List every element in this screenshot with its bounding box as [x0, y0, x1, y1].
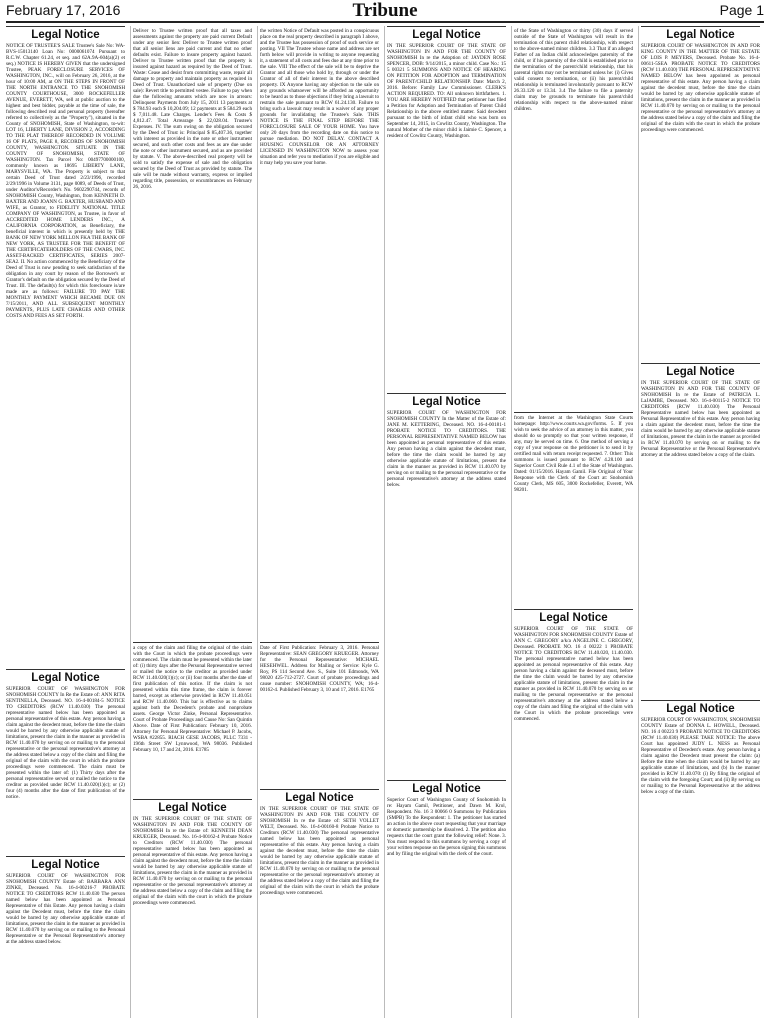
legal-notice: [387, 393, 506, 776]
legal-notice: [514, 26, 633, 408]
notice-heading: Legal Notice: [158, 802, 227, 814]
notice-body: SUPERIOR COURT OF WASHINGTON, SNOHOMISH COUNTY Estate of DONNA L. HOWELL, Deceased. NO. 16 4 00223 9 PROBATE NOTICE TO CREDITORS (RCW 11.40.030) PLEASE TAKE NOTICE: The above Court has appointed JUDY L. NESS as Personal Representative of Decedent's estate. Any person having a claim against the Decedent must present the claim: (a) Before the time when the claim would be barred by any applicable statute of limitations, and (b) In the manner provided in RCW 11.40.070: (i) By filing the original of the claim with the foregoing Court; and (ii) By serving on or mailing to the Personal Representative at the address below a copy of the claim.: [641, 717, 760, 795]
column-1: [6, 26, 125, 1018]
legal-notice: [514, 609, 633, 1018]
header-rule: [6, 21, 764, 23]
legal-notice: [260, 789, 379, 1018]
notice-heading: Legal Notice: [666, 703, 735, 715]
notice-heading: Legal Notice: [31, 859, 100, 871]
notice-body: IN THE SUPERIOR COURT OF THE STATE OF WASHINGTON IN AND FOR THE COUNTY OF SNOHOMISH In re the Adoption of: JAYDEN ROSE SPENCER, DOB: 9/14/2015, a minor child. Case No.: 15 5 00321 5 SUMMONS AND NOTICE OF HEARING ON PETITION FOR ADOPTION and TERMINATION OF PARENT/CHILD RELATIONSHIP. Date: March 2, 2016. Before: Family Law Commissioner. CLERK'S ACTION REQUIRED. TO: All unknown birthfathers. 1. YOU ARE HEREBY NOTIFIED that petitioner has filed a Petition for Adoption and Termination of Parent Child Relationship in the above entitled matter. Said decedent pursuant to the birth of infant child who was born on September 14, 2015, in Cowlitz County, Washington. The natural Mother of the minor child is Jaimie C. Spencer, a resident of Cowlitz County, Washington.: [387, 43, 506, 139]
legal-notice: [133, 26, 252, 638]
notice-heading: Legal Notice: [31, 29, 100, 41]
notice-body: SUPERIOR COURT OF THE STATE OF WASHINGTON FOR SNOHOMISH COUNTY Estate of ANN C. GREGORY a/k/a ANGELINE C. GREGORY, Deceased. PROBATE NO. 16 4 00222 1 PROBATE NOTICE TO CREDITORS RCW 11.40.020, 11.40.030. The personal representative named below has been appointed as personal representative of this estate. Any person having a claim against the deceased must, before the time the claim would be barred by any otherwise applicable statute of limitations, present the claim in the manner as provided in RCW 11.40.070 by serving on or mailing to the personal representative or the personal representative's attorney at the address stated below a copy of the claim and filing the original of the claim with the Court in which the probate proceedings were commenced.: [514, 626, 633, 722]
legal-notice: [260, 26, 379, 638]
column-6: [641, 26, 760, 1018]
notice-body: Date of First Publication: February 3, 2016. Personal Representative: SEAN GREGORY KRUEGER. Attorney for the Personal Representative: MICHAEL HESEHWEL. Address for Mailing or Service: Kyle G. Roy, PS 114 Second Ave. S., Suite 101 Edmonds, WA 98020 425-712-2727. Court of probate proceedings and cause number: SNOHOMISH COUNTY, WA; 16-4-00162-4. Published February 3, 10 and 17, 2016. E1765: [260, 645, 379, 693]
notice-body: the written Notice of Default was posted in a conspicuous place on the real property described in paragraph I above, and the Trustee has possession of proof of such service or posting. VII The Trustee whose name and address are set forth below will provide in writing to anyone requesting it, a statement of all costs and fees due at any time prior to the sale. VIII The effect of the sale will be to deprive the Grantor and all those who hold by, through or under the Grantor of all of their interest in the above described property. IX Anyone having any objection to the sale on any grounds whatsoever will be afforded an opportunity to be heard as to those objections if they bring a lawsuit to restrain the sale pursuant to RCW 61.24.130. Failure to bring such a lawsuit may result in a waiver of any proper grounds for invalidating the Trustee's Sale. THIS NOTICE IS THE FINAL STEP BEFORE THE FORECLOSURE SALE OF YOUR HOME. You have only 20 days from the recording date on this notice to pursue mediation. DO NOT DELAY. CONTACT A HOUSING COUNSELOR OR AN ATTORNEY LICENSED IN WASHINGTON NOW to assess your situation and refer you to mediation if you are eligible and it may help you save your home.: [260, 28, 379, 166]
notices-columns: [6, 26, 764, 1018]
legal-notice: [6, 26, 125, 665]
notice-body: SUPERIOR COURT OF WASHINGTON IN AND FOR KING COUNTY IN THE MATTER OF THE ESTATE OF LOIS P. MEYERS, Deceased. Probate No. 16-4-00611-5SEA PROBATE NOTICE TO CREDITORS (RCW 11.40.030) THE PERSONAL REPRESENTATIVE NAMED BELOW has been appointed as personal representative of this estate. Any person having a claim against the decedent must, before the time the claim would be barred by any otherwise applicable statute of limitations, present the claim in the manner as provided in RCW 11.40.070 by serving on or mailing to the personal representative or the personal representative's attorney at the address stated below a copy of the claim and filing the original of the claim with the court in which the probate proceedings were commenced.: [641, 43, 760, 133]
legal-notice: [260, 642, 379, 785]
notice-body: from the Internet at the Washington State Courts homepage: http://www.courts.wa.gov/forms. 5. If you wish to seek the advice of an attorney in this matter, you should do so promptly so that your written response, if any, may be served on time. 6. One method of serving a copy of your response on the petitioner is to send it by certified mail with return receipt requested. 7. Other: This summons is issued pursuant to RCW 4.28.100 and Superior Court Civil Rule 4.1 of the State of Washington. Dated: 01/15/2016. Hayam Gamil. File Original of Your Response with the Clerk of the Court at: Snohomish County Clerk, MS 605, 3000 Rockefeller, Everett, WA 98201.: [514, 415, 633, 493]
notice-body: of the State of Washington or thirty (30) days if served outside of the State of Washington will result in the termination of this parent child relationship, with respect to the above-named minor children. 3.3 That if an alleged Father of an Indian child acknowledges paternity of the child, or if his paternity of the child is established prior to the termination of the parent/child relationship, that his parental rights may not be terminated unless he: (i) Gives valid consent to termination, or (ii) his parent/child relationship is terminated involuntarily pursuant to RCW 26.33.120 or 13.34. 3.4 The failure to file a paternity claim may be grounds to terminate his parent/child relationship with respect to the above-named minor children.: [514, 28, 633, 112]
notice-heading: Legal Notice: [666, 29, 735, 41]
notice-heading: Legal Notice: [412, 783, 481, 795]
column-4: [387, 26, 506, 1018]
notice-body: Deliver to Trustee written proof that all taxes and assessments against the property are paid current Default under any senior lien: Deliver to Trustee written proof that all senior liens are paid current and that no other defaults exist. Failure to insure property against hazard. Deliver to Trustee written proof that the property is insured against hazard as required by the Deed of Trust. Waste: Cease and desist from committing waste, repair all damage to property and maintain property as required in Deed of Trust. Unauthorized sale of property (Due on sale): Revert title to permitted vestee. Failure to pay when due the following amounts which are now in arrears: Delinquent Payments from July 15, 2011 13 payments at $ 784.93 each $ 10,204.09; 12 payments at $ 584.29 each $ 7,011.48. Late Charges. Lender's Fees & Costs $ 4,812.47. Total Arrearage $ 22,028.04. Trustee's Expenses. IV. The sum owing on the obligation secured by the Deed of Trust is: Principal $ 85,407.36, together with interest as provided in the note or other instrument secured, and such other costs and fees as are due under the note or other instrument secured, and as are provided by statute. V. The above-described real property will be sold to satisfy the expense of sale and the obligation secured by the Deed of Trust as provided by statute. The sale will be made without warranty, express or implied regarding title, possession, or encumbrances on February 26, 2016.: [133, 28, 252, 190]
legal-notice: [514, 412, 633, 605]
notice-heading: Legal Notice: [285, 792, 354, 804]
notice-body: NOTICE OF TRUSTEE'S SALE Trustee's Sale No: WA-BVS-15013140 Loan No: 0000061074 Pursuant to R.C.W. Chapter 61.24, et seq. and 62A.9A-604(a)(2) et seq.) NOTICE IS HEREBY GIVEN that the undersigned Trustee, PEAK FORECLOSURE SERVICES OF WASHINGTON, INC., will on February 26, 2016, at the hour of 10:00 AM, at ON THE STEPS IN FRONT OF THE NORTH ENTRANCE TO THE SNOHOMISH COUNTY COURTHOUSE, 3000 ROCKEFELLER AVENUE, EVERETT, WA, sell at public auction to the highest and best bidder, payable at the time of sale, the following described real and personal property (hereafter referred to collectively as the "Property"), situated in the County of SNOHOMISH, State of Washington, to-wit: LOT 16, LIBERTY LANE, DIVISION 2, ACCORDING TO THE PLAT THEREOF RECORDED IN VOLUME 16 OF PLATS, PAGE 8, RECORDS OF SNOHOMISH COUNTY, WASHINGTON. SITUATE IN THE COUNTY OF SNOHOMISH, STATE OF WASHINGTON. Tax Parcel No: 00497700000100, commonly known as 18695 LIBERTY LANE, MARYSVILLE, WA. The Property is subject to that certain Deed of Trust dated 2/23/1996, recorded 2/29/1996 in Volume 3131, page 0089, of Deeds of Trust, under Auditor's/Recorder's No. 9602290744, records of SNOHOMISH County, Washington, from KENNETH D. BAXTER AND JOANN G. BAXTER, HUSBAND AND WIFE, as Grantor, to FIDELITY NATIONAL TITLE COMPANY OF WASHINGTON, as Trustee, in favor of ACCREDITED HOME LENDERS INC., A CALIFORNIA CORPORATION, as Beneficiary, the beneficial interest in which is presently held by THE BANK OF NEW YORK MELLON FKA THE BANK OF NEW YORK, AS TRUSTEE FOR THE BENEFIT OF THE CERTIFICATEHOLDERS OF THE CWABS, INC. ASSET-BACKED CERTIFICATES, SERIES 2007-SEA2. II. No action commenced by the Beneficiary of the Deed of Trust is now pending to seek satisfaction of the obligation in any court by reason of the Borrower's or Grantor's default on the obligation secured by the Deed of Trust. III. The default(s) for which this foreclosure is/are made are as follows: FAILURE TO PAY THE MONTHLY PAYMENT WHICH BECAME DUE ON 7/15/2011, AND ALL SUBSEQUENT MONTHLY PAYMENTS, PLUS LATE CHARGES AND OTHER COSTS AND FEES AS SET FORTH.: [6, 43, 125, 319]
column-3: [260, 26, 379, 1018]
notice-body: SUPERIOR COURT OF WASHINGTON FOR SNOHOMISH COUNTY Estate of: BARBARA ANN ZINKE, Deceased. No. 16-4-00216-7 PROBATE NOTICE TO CREDITORS RCW 11.40.030 The person named below has been appointed as Personal Representative of this Estate. Any person having a claim against the Decedent must, before the time the claim would be barred by any otherwise applicable statute of limitations, present the claim in the manner as provided in RCW 11.40.070 by serving on or mailing to the Personal Representative or the Personal Representative's attorney at the address stated below.: [6, 873, 125, 945]
column-2: [133, 26, 252, 1018]
notice-body: IN THE SUPERIOR COURT OF THE STATE OF WASHINGTON IN AND FOR THE COUNTY OF SNOHOMISH In re the Estate of PATRICIA L. LaJAMBE, Deceased. NO. 16-4-00115-2 NOTICE TO CREDITORS (RCW 11.40.030) The Personal Representative named below has been appointed as Personal Representative of this estate. Any person having a claim against the decedent must, before the time the claim would be barred by any otherwise applicable statute of limitations, present the claim in the manner as provided in RCW 11.40.070 by serving on or mailing to the Personal Representative or the Personal Representative's attorney at the address stated below a copy of the claim.: [641, 380, 760, 458]
column-5: [514, 26, 633, 1018]
notice-body: IN THE SUPERIOR COURT OF THE STATE OF WASHINGTON IN AND FOR THE COUNTY OF SNOHOMISH In re the Estate of: KENNETH DEAN KRUEGER, Deceased. No. 16-4-00162-4 Probate Notice to Creditors (RCW 11.40.030) The personal representative named below has been appointed as personal representative of this estate. Any person having a claim against the decedent must, before the time the claim would be barred by any otherwise applicable statute of limitations, present the claim in the manner as provided in RCW 11.40.070 by serving on or mailing to the personal representative or the personal representative's attorney at the address stated below a copy of the claim and filing the original of the claim with the court in which the probate proceedings were commenced.: [133, 816, 252, 906]
notice-heading: Legal Notice: [412, 396, 481, 408]
notice-body: Superior Court of Washington County of Snohomish In re: Hayam Gamil, Petitioner, and Dawn M. Krol, Respondent. No. 16 3 00066 0 Summons by Publication (SMPB) To the Respondent: 1. The petitioner has started an action in the above court requesting that your marriage or domestic partnership be dissolved. 2. The petition also requests that the court grant the following relief: None. 3. You must respond to this summons by serving a copy of your written response on the person signing this summons and by filing the original with the clerk of the court.: [387, 797, 506, 857]
legal-notice: [641, 26, 760, 359]
notice-body: SUPERIOR COURT OF WASHINGTON FOR SNOHOMISH COUNTY In the Matter of the Estate of: JANE M. KETTERING, Deceased. NO. 16-4-00181-1 PROBATE NOTICE TO CREDITORS. THE PERSONAL REPRESENTATIVE NAMED BELOW has been appointed as personal representative of this estate. Any person having a claim against the decedent must, before the time the claim would be barred by any otherwise applicable statute of limitations, present the claim in the manner as provided in RCW 11.40.070 by serving on or mailing to the personal representative or the personal representative's attorney at the address stated below.: [387, 410, 506, 488]
legal-notice: [387, 780, 506, 1018]
notice-body: IN THE SUPERIOR COURT OF THE STATE OF WASHINGTON IN AND FOR THE COUNTY OF SNOHOMISH In re the Estate of: SETH VOLLET WELT, Deceased. No. 16-4-00160-8 Probate Notice to Creditors (RCW 11.40.030) The personal representative named below has been appointed as personal representative of this estate. Any person having a claim against the decedent must, before the time the claim would be barred by any otherwise applicable statute of limitations, present the claim in the manner as provided in RCW 11.40.070 by serving on or mailing to the personal representative or the personal representative's attorney at the address stated below a copy of the claim and filing the original of the claim with the court in which the probate proceedings were commenced.: [260, 806, 379, 896]
masthead-title: Tribune: [352, 0, 418, 21]
legal-notice: [133, 799, 252, 1018]
legal-notice: [133, 642, 252, 795]
page-number: Page 1: [719, 2, 764, 18]
notice-heading: Legal Notice: [539, 612, 608, 624]
legal-notice: [387, 26, 506, 389]
issue-date: February 17, 2016: [6, 2, 121, 18]
legal-notice: [641, 363, 760, 696]
page-header: [0, 0, 770, 22]
notice-heading: Legal Notice: [31, 672, 100, 684]
legal-notice: [641, 700, 760, 1018]
notice-body: a copy of the claim and filing the original of the claim with the Court in which the probate proceedings were commenced. The claim must be presented within the later of: (i) thirty days after the Personal Representative served or mailed the notice to the creditor as provided under RCW 11.40.020(1)(c); or (ii) four months after the date of first publication of this notice. If the claim is not presented within this time frame, the claim is forever barred, except as otherwise provided in RCW 11.40.051 and RCW 11.40.060. This bar is effective as to claims against both the Decedent's probate and nonprobate assets. George Victor Zinke, Personal Representative. Court of Probate Proceedings and Cause No: San Quintin Above. Date of First Publication: February 10, 2016. Attorney for Personal Representative: Michael P. Jacobs, WSBA #22855. RIACH GESE JACOBS, PLLC 7331 - 196th Street SW Lynnwood, WA 98036. Published February 10, 17 and 24, 2016. E1785: [133, 645, 252, 753]
legal-notice: [6, 856, 125, 1018]
notice-body: SUPERIOR COURT OF WASHINGTON FOR SNOHOMISH COUNTY In Re the Estate of: ANN RITA SENTINELLA, Deceased. NO. 16-4-00184-5 NOTICE TO CREDITORS (RCW 11.40.030) The personal representative named below has been appointed as personal representative of this estate. Any person having a claim against the decedent must, before the time the claim would be barred by any otherwise applicable statute of limitations, present the claim in the manner as provided in RCW 11.40.070 by serving on or mailing to the personal representative or the personal representative's attorney at the address stated below a copy of the claim and filing the original of the claim with the court in which the probate proceedings were commenced. The claim must be presented within the later of: (1) Thirty days after the personal representative served or mailed the notice to the creditor as provided under RCW 11.40.020(1)(c); or (2) four (4) months after the date of first publication of the notice.: [6, 686, 125, 800]
notice-heading: Legal Notice: [412, 29, 481, 41]
notice-heading: Legal Notice: [666, 366, 735, 378]
legal-notice: [6, 669, 125, 852]
